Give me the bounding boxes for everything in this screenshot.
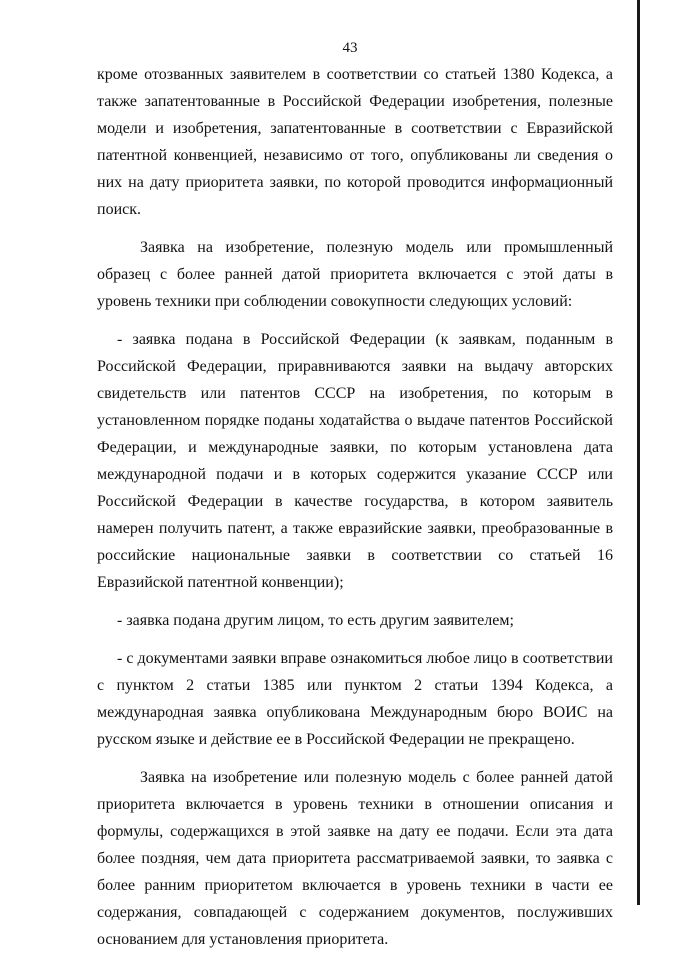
list-item-filed-in-russia: - заявка подана в Российской Федерации (к заявкам, поданным в Российской Федерации, приравниваются заявки на выдачу авторских свидетельств или патентов СССР на изобретения, по которым в установленном порядке поданы ходатайства о выдаче патентов Российской Федерации, и международные заявки, по которым установлена дата международной подачи и в которых содержится указание СССР или Российской Федерации в качестве государства, в котором заявитель намерен получить патент, а также евразийские заявки, преобразованные в российские национальные заявки в соответствии со статьей 16 Евразийской патентной конвенции);	[97, 331, 613, 591]
paragraph-prior-application-conditions: Заявка на изобретение, полезную модель или промышленный образец с более ранней датой приоритета включается с этой даты в уровень техники при соблюдении совокупности следующих условий:	[97, 239, 613, 310]
document-body	[97, 61, 613, 953]
scan-edge	[637, 0, 640, 905]
list-item-public-access: - с документами заявки вправе ознакомиться любое лицо в соответствии с пунктом 2 статьи 1385 или пунктом 2 статьи 1394 Кодекса, а международная заявка опубликована Международным бюро ВОИС на русском языке и действие ее в Российской Федерации не прекращено.	[97, 650, 613, 748]
paragraph-continuation: кроме отозванных заявителем в соответствии со статьей 1380 Кодекса, а также запатентованные в Российской Федерации изобретения, полезные модели и изобретения, запатентованные в соответствии с Евразийской патентной конвенцией, независимо от того, опубликованы ли сведения о них на дату приоритета заявки, по которой проводится информационный поиск.	[97, 66, 613, 218]
paragraph-prior-priority-inclusion: Заявка на изобретение или полезную модель с более ранней датой приоритета включается в уровень техники в отношении описания и формулы, содержащихся в этой заявке на дату ее подачи. Если эта дата более поздняя, чем дата приоритета рассматриваемой заявки, то заявка с более ранним приоритетом включается в уровень техники в части ее содержания, совпадающей с содержанием документов, послуживших основанием для установления приоритета.	[97, 769, 613, 948]
page-number: 43	[342, 40, 358, 56]
list-item-other-applicant: - заявка подана другим лицом, то есть другим заявителем;	[117, 612, 514, 629]
